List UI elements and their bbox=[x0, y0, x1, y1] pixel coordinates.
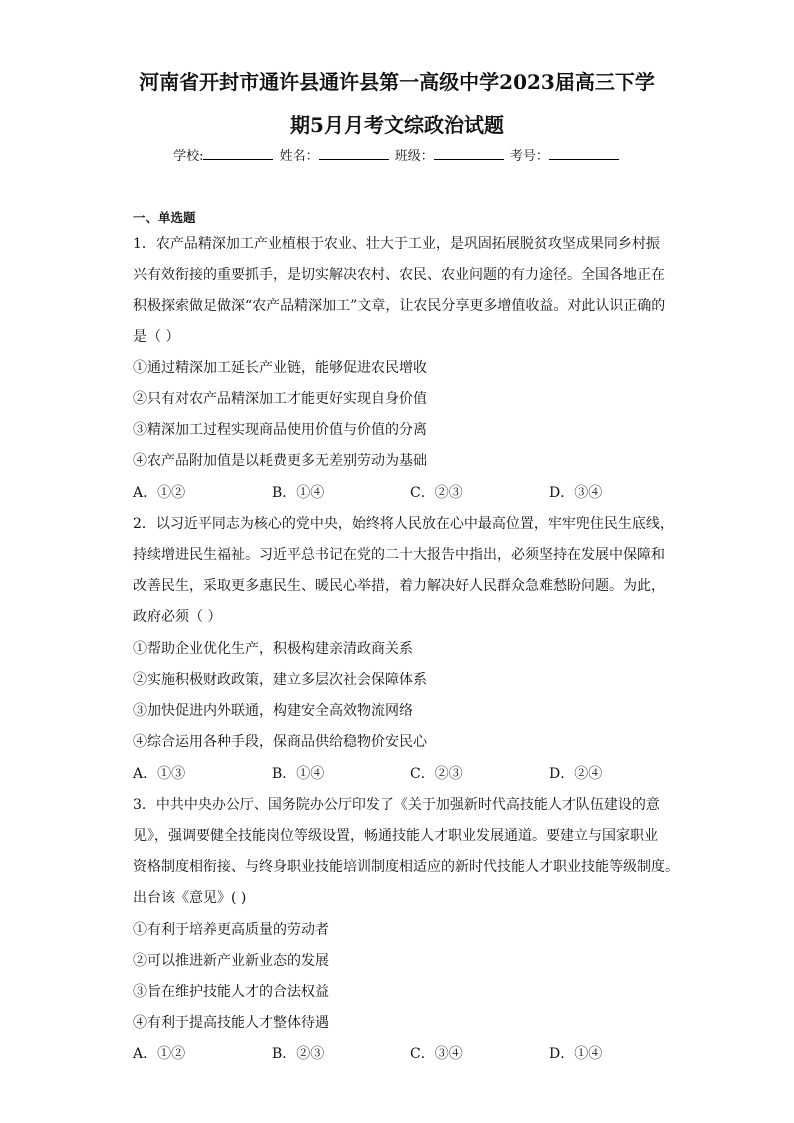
school-label: 学校: bbox=[173, 149, 204, 164]
q2-statement: ④综合运用各种手段，保商品供给稳物价安民心 bbox=[133, 734, 427, 750]
q2-stem-line: 2．以习近平同志为核心的党中央，始终将人民放在心中最高位置，牢牢兜住民生底线， bbox=[133, 516, 674, 532]
q1-statement: ②只有对农产品精深加工才能更好实现自身价值 bbox=[133, 391, 427, 407]
q2-stem-line: 持续增进民生福祉。习近平总书记在党的二十大报告中指出，必须坚持在发展中保障和 bbox=[133, 547, 665, 563]
name-blank[interactable] bbox=[319, 146, 389, 160]
section-title: 一、单选题 bbox=[133, 210, 196, 225]
exam-title-line-2: 期5月月考文综政治试题 bbox=[290, 113, 504, 137]
q1-stem-line: 积极探索做足做深“农产品精深加工”文章，让农民分享更多增值收益。对此认识正确的 bbox=[133, 298, 666, 314]
name-label: 姓名： bbox=[279, 149, 319, 164]
number-label: 考号： bbox=[509, 149, 549, 164]
student-info-row bbox=[0, 145, 794, 164]
q3-statement: ③旨在维护技能人才的合法权益 bbox=[133, 984, 329, 1000]
exam-title-line-1: 河南省开封市通许县通许县第一高级中学2023届高三下学 bbox=[139, 70, 655, 94]
q2-statement: ②实施积极财政政策，建立多层次社会保障体系 bbox=[133, 672, 427, 688]
q1-stem-line: 是（ ） bbox=[133, 329, 180, 345]
q2-option-a[interactable]: A．①③ bbox=[133, 766, 186, 782]
school-blank[interactable] bbox=[203, 146, 273, 160]
q2-option-d[interactable]: D．②④ bbox=[549, 766, 603, 782]
q3-statement: ①有利于培养更高质量的劳动者 bbox=[133, 922, 329, 938]
q1-option-b[interactable]: B．①④ bbox=[272, 485, 325, 501]
q3-option-d[interactable]: D．①④ bbox=[549, 1046, 603, 1062]
q2-statement: ①帮助企业优化生产，积极构建亲清政商关系 bbox=[133, 641, 413, 657]
q1-statement: ③精深加工过程实现商品使用价值与价值的分离 bbox=[133, 422, 427, 438]
q2-stem-line: 政府必须（ ） bbox=[133, 609, 222, 625]
q1-stem-line: 1．农产品精深加工产业植根于农业、壮大于工业，是巩固拓展脱贫攻坚成果同乡村振 bbox=[133, 236, 660, 252]
q3-stem-line: 出台该《意见》( ) bbox=[133, 890, 247, 906]
q3-stem-line: 3．中共中央办公厅、国务院办公厅印发了《关于加强新时代高技能人才队伍建设的意 bbox=[133, 797, 660, 813]
q1-statement: ④农产品附加值是以耗费更多无差别劳动为基础 bbox=[133, 453, 427, 469]
class-blank[interactable] bbox=[434, 146, 504, 160]
q2-stem-line: 改善民生，采取更多惠民生、暖民心举措，着力解决好人民群众急难愁盼问题。为此， bbox=[133, 578, 665, 594]
q3-option-b[interactable]: B．②③ bbox=[272, 1046, 325, 1062]
q2-option-c[interactable]: C．②③ bbox=[410, 766, 463, 782]
q1-statement: ①通过精深加工延长产业链，能够促进农民增收 bbox=[133, 360, 427, 376]
class-label: 班级： bbox=[394, 149, 434, 164]
q3-option-a[interactable]: A．①② bbox=[133, 1046, 186, 1062]
q2-option-b[interactable]: B．①④ bbox=[272, 766, 325, 782]
q1-option-c[interactable]: C．②③ bbox=[410, 485, 463, 501]
q1-option-a[interactable]: A．①② bbox=[133, 485, 186, 501]
q3-statement: ②可以推进新产业新业态的发展 bbox=[133, 953, 329, 969]
q3-statement: ④有利于提高技能人才整体待遇 bbox=[133, 1015, 329, 1031]
q2-statement: ③加快促进内外联通，构建安全高效物流网络 bbox=[133, 703, 413, 719]
number-blank[interactable] bbox=[549, 146, 619, 160]
q3-stem-line: 见》，强调要健全技能岗位等级设置，畅通技能人才职业发展通道。要建立与国家职业 bbox=[133, 828, 658, 844]
q1-option-d[interactable]: D．③④ bbox=[549, 485, 603, 501]
q1-stem-line: 兴有效衔接的重要抓手，是切实解决农村、农民、农业问题的有力途径。全国各地正在 bbox=[133, 267, 665, 283]
q3-option-c[interactable]: C．③④ bbox=[410, 1046, 463, 1062]
q3-stem-line: 资格制度相衔接、与终身职业技能培训制度相适应的新时代技能人才职业技能等级制度。 bbox=[133, 859, 679, 875]
